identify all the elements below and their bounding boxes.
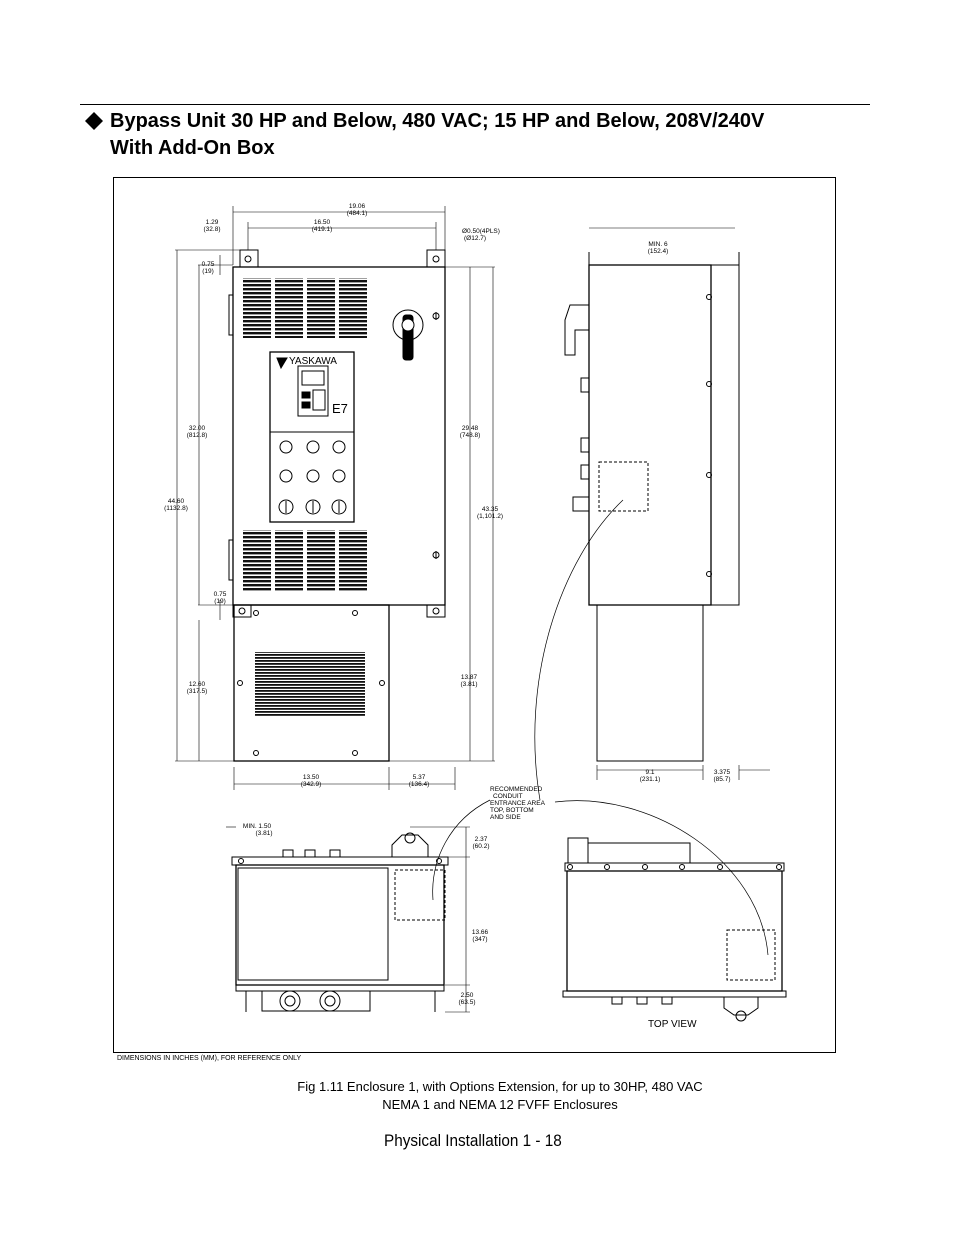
- conduit-note-line-1: RECOMMENDED: [490, 786, 543, 793]
- dim-12-60: 12.60: [188, 681, 206, 688]
- dim-0-75-top-mm: (19): [202, 268, 214, 275]
- top-view: [563, 838, 786, 1021]
- dim-2-50-mm: (63.5): [458, 999, 476, 1006]
- model-label: E7: [332, 401, 348, 416]
- indicator-lights: [279, 441, 346, 514]
- dim-32-00: 32.00: [188, 425, 206, 432]
- dim-5-37: 5.37: [412, 774, 426, 781]
- conduit-note-line-4: TOP, BOTTOM: [490, 807, 534, 814]
- operator-panel: [270, 352, 354, 522]
- dim-44-60: 44.60: [167, 498, 185, 505]
- dim-13-66-mm: (347): [472, 936, 488, 943]
- bottom-view: [232, 833, 448, 1012]
- dim-29-48-mm: (748.8): [459, 432, 481, 439]
- caption-line-2: NEMA 1 and NEMA 12 FVFF Enclosures: [382, 1097, 618, 1112]
- dim-13-87-mm: (3.81): [460, 681, 478, 688]
- dim-9-1-mm: (231.1): [639, 776, 661, 783]
- side-add-on-box: [597, 605, 703, 761]
- side-handle-icon: [565, 305, 589, 355]
- dim-13-66: 13.66: [471, 929, 489, 936]
- dim-min-6-mm: (152.4): [647, 248, 669, 255]
- disconnect-handle-icon: [393, 310, 439, 360]
- side-dimension-lines: [589, 228, 770, 780]
- dim-9-1: 9.1: [645, 769, 655, 776]
- upper-louvers: [243, 278, 367, 338]
- dim-1-29: 1.29: [205, 219, 219, 226]
- brand-label: YASKAWA: [289, 356, 337, 367]
- caption-line-1: Fig 1.11 Enclosure 1, with Options Extension, for up to 30HP, 480 VAC: [297, 1079, 703, 1094]
- conduit-note-line-3: ENTRANCE AREA: [490, 800, 545, 807]
- bottom-inner-panel: [238, 868, 388, 980]
- dim-2-50: 2.50: [460, 992, 474, 999]
- heading-line-2: With Add-On Box: [110, 137, 275, 159]
- dim-2-37: 2.37: [474, 836, 488, 843]
- top-enclosure: [567, 871, 782, 991]
- dim-0-75-top: 0.75: [201, 261, 215, 268]
- dim-32-00-mm: (812.8): [186, 432, 208, 439]
- dim-5-37-mm: (136.4): [408, 781, 430, 788]
- top-view-label: TOP VIEW: [648, 1019, 697, 1030]
- dim-44-60-mm: (1132.8): [164, 505, 188, 512]
- mount-tab-top-left: [240, 250, 258, 267]
- conduit-note: [490, 786, 546, 821]
- dim-13-50: 13.50: [302, 774, 320, 781]
- dim-hole-mm: (Ø12.7): [464, 235, 487, 242]
- conduit-leader-lines: [433, 500, 768, 955]
- dim-min-1-50-mm: (3.81): [255, 830, 273, 837]
- dim-43-35-mm: (1,101.2): [476, 513, 504, 520]
- dim-43-35: 43.35: [481, 506, 499, 513]
- conduit-note-line-2: CONDUIT: [493, 793, 523, 800]
- dim-29-48: 29.48: [461, 425, 479, 432]
- dim-19-06-mm: (484.1): [346, 210, 368, 217]
- dim-13-87: 13.87: [460, 674, 478, 681]
- dim-19-06: 19.06: [348, 203, 366, 210]
- dim-16-50-mm: (419.1): [311, 226, 333, 233]
- side-door: [711, 265, 739, 605]
- side-enclosure: [589, 265, 711, 605]
- dim-13-50-mm: (342.9): [300, 781, 322, 788]
- bottom-handle-icon: [392, 835, 428, 857]
- dim-0-75-bottom-mm: (19): [214, 598, 226, 605]
- bottom-enclosure: [236, 865, 444, 985]
- fan-assembly: [262, 991, 370, 1011]
- front-view: [229, 250, 445, 761]
- dim-3-375-mm: (85.7): [713, 776, 731, 783]
- dim-hole: Ø0.50(4PLS): [462, 228, 500, 235]
- add-on-louvers: [255, 652, 365, 716]
- yaskawa-logo-icon: [277, 358, 287, 368]
- dim-min-6: MIN. 6: [648, 241, 668, 248]
- dim-16-50: 16.50: [313, 219, 331, 226]
- conduit-note-line-5: AND SIDE: [490, 814, 521, 821]
- dim-1-29-mm: (32.8): [203, 226, 221, 233]
- dim-min-1-50: MIN. 1.50: [242, 823, 272, 830]
- figure-caption: [200, 1078, 800, 1114]
- dim-2-37-mm: (60.2): [472, 843, 490, 850]
- dim-12-60-mm: (317.5): [186, 688, 208, 695]
- heading-line-1: Bypass Unit 30 HP and Below, 480 VAC; 15 HP and Below, 208V/240V: [110, 110, 765, 132]
- lower-louvers: [243, 530, 367, 592]
- side-view: [565, 252, 739, 761]
- dim-3-375: 3.375: [713, 769, 731, 776]
- page-footer: Physical Installation 1 - 18: [384, 1131, 562, 1150]
- mount-tab-top-right: [427, 250, 445, 267]
- bottom-conduit-area: [395, 870, 445, 920]
- side-conduit-area: [599, 462, 648, 511]
- dim-0-75-bottom: 0.75: [213, 591, 227, 598]
- reference-note: DIMENSIONS IN INCHES (MM), FOR REFERENCE ONLY: [117, 1055, 302, 1062]
